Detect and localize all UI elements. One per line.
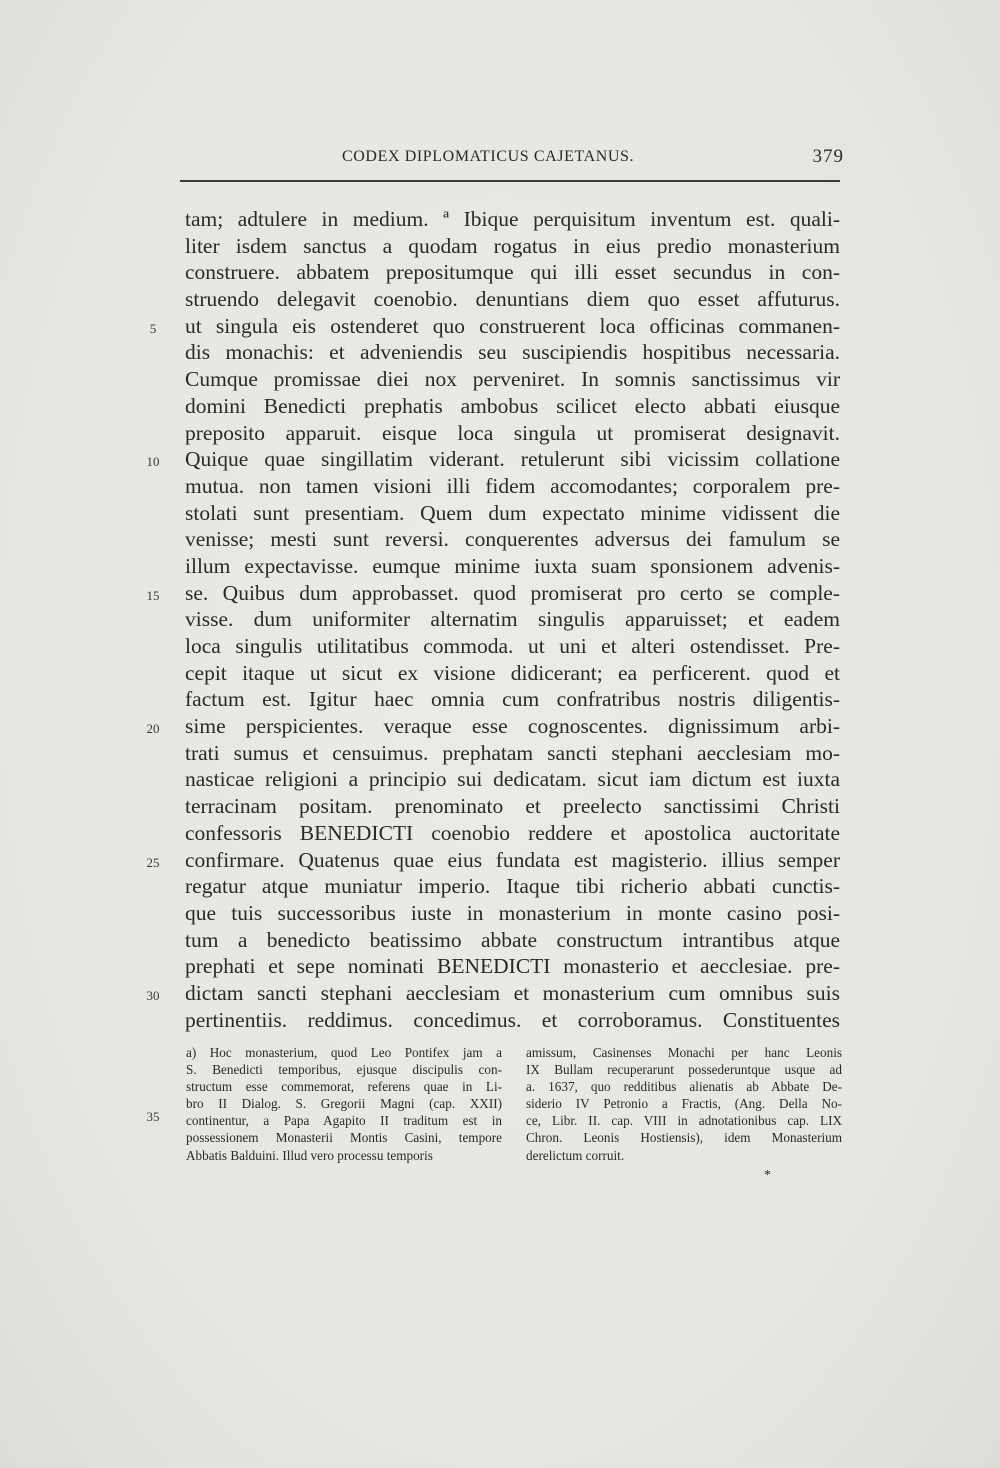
text-line: factum est. Igitur haec omnia cum confratribus nostris diligentis- bbox=[185, 687, 840, 712]
text-line: stolati sunt presentiam. Quem dum expectato minime vidissent die bbox=[185, 500, 840, 525]
footnotes bbox=[186, 1044, 842, 1194]
footnote-line: amissum, Casinenses Monachi per hanc Leonis bbox=[526, 1045, 842, 1060]
text-line: Quique quae singillatim viderant. retulerunt sibi vicissim collatione bbox=[185, 447, 840, 472]
text-line: mutua. non tamen visioni illi fidem accomodantes; corporalem pre- bbox=[185, 473, 840, 498]
footnote-line: derelictum corruit. bbox=[526, 1147, 625, 1163]
footnote-line: ce, Libr. II. cap. VIII in adnotationibus cap. LIX bbox=[526, 1113, 842, 1129]
footnote-line: siderio IV Petronio a Fractis, (Ang. Della No- bbox=[526, 1096, 842, 1112]
text-line: confessoris BENEDICTI coenobio reddere et apostolica auctoritate bbox=[185, 820, 840, 845]
footnote-line: bro II Dialog. S. Gregorii Magni (cap. XXII) bbox=[186, 1096, 502, 1112]
text-line: nasticae religioni a principio sui dedicatam. sicut iam dictum est iuxta bbox=[185, 767, 840, 792]
line-number: 25 bbox=[146, 854, 160, 870]
footnote-line: continentur, a Papa Agapito II traditum est in bbox=[186, 1113, 502, 1129]
line-number: 30 bbox=[146, 988, 160, 1004]
end-mark: * bbox=[764, 1168, 771, 1183]
footnote-column-left bbox=[186, 1044, 502, 1164]
text-line: tam; adtulere in medium. ª Ibique perquisitum inventum est. quali- bbox=[185, 207, 840, 231]
text-line: illum expectavisse. eumque minime iuxta suam sponsionem advenis- bbox=[185, 553, 840, 578]
text-line: que tuis successoribus iuste in monasterium in monte casino posi- bbox=[185, 900, 840, 925]
text-line: confirmare. Quatenus quae eius fundata est magisterio. illius semper bbox=[185, 847, 840, 872]
text-line: terracinam positam. prenominato et preelecto sanctissimi Christi bbox=[185, 794, 840, 819]
text-line: prephati et sepe nominati BENEDICTI monasterio et aecclesiae. pre- bbox=[185, 954, 840, 979]
text-line: se. Quibus dum approbasset. quod promiserat pro certo se comple- bbox=[185, 580, 840, 605]
text-line: cepit itaque ut sicut ex visione didicerant; ea perficerent. quod et bbox=[185, 660, 840, 685]
text-line: sime perspicientes. veraque esse cognoscentes. dignissimum arbi- bbox=[185, 714, 840, 739]
line-number: 5 bbox=[149, 320, 157, 336]
main-text-block bbox=[185, 206, 840, 1033]
footnote-line: IX Bullam recuperarunt possederuntque usque ad bbox=[526, 1062, 842, 1078]
text-line: regatur atque muniatur imperio. Itaque tibi richerio abbati cunctis- bbox=[185, 874, 840, 899]
line-number: 35 bbox=[146, 1109, 160, 1125]
text-line: Cumque promissae diei nox perveniret. In somnis sanctissimus vir bbox=[185, 367, 840, 392]
text-line: struendo delegavit coenobio. denuntians diem quo esset affuturus. bbox=[185, 287, 840, 312]
text-line: trati sumus et censuimus. prephatam sancti stephani aecclesiam mo- bbox=[185, 740, 840, 765]
text-line: visse. dum uniformiter alternatim singulis apparuisset; et eadem bbox=[185, 607, 840, 632]
footnote-line: a. 1637, quo redditibus alienatis ab Abbate De- bbox=[526, 1079, 842, 1095]
line-number: 15 bbox=[146, 587, 160, 603]
footnote-line: structum esse commemorat, referens quae in Li- bbox=[186, 1079, 502, 1095]
text-line: preposito apparuit. eisque loca singula ut promiserat designavit. bbox=[185, 420, 840, 445]
header-rule bbox=[180, 180, 840, 182]
text-line: pertinentiis. reddimus. concedimus. et corroboramus. Constituentes bbox=[185, 1007, 840, 1032]
running-title: CODEX DIPLOMATICUS CAJETANUS. bbox=[342, 148, 635, 165]
footnote-line: a) Hoc monasterium, quod Leo Pontifex jam a bbox=[186, 1045, 502, 1060]
footnote-column-right bbox=[526, 1044, 842, 1164]
footnote-line: S. Benedicti temporibus, ejusque discipulis con- bbox=[186, 1062, 502, 1078]
line-number: 10 bbox=[146, 454, 160, 470]
footnote-line: Chron. Leonis Hostiensis), idem Monasterium bbox=[526, 1130, 842, 1146]
text-line: loca singulis utilitatibus commoda. ut uni et alteri ostendisset. Pre- bbox=[185, 634, 840, 658]
page-number: 379 bbox=[812, 146, 844, 167]
footnote-line: Abbatis Balduini. Illud vero processu temporis bbox=[186, 1147, 433, 1163]
text-line: venisse; mesti sunt reversi. conquerentes adversus dei famulum se bbox=[185, 527, 840, 552]
text-line: ut singula eis ostenderet quo construerent loca officinas commanen- bbox=[185, 313, 840, 338]
text-line: domini Benedicti prephatis ambobus scilicet electo abbati eiusque bbox=[185, 393, 840, 418]
text-line: tum a benedicto beatissimo abbate constructum intrantibus atque bbox=[185, 927, 840, 952]
text-line: liter isdem sanctus a quodam rogatus in eius predio monasterium bbox=[185, 233, 840, 258]
line-number: 20 bbox=[146, 721, 160, 737]
footnote-line: possessionem Monasterii Montis Casini, tempore bbox=[186, 1130, 502, 1146]
text-line: dictam sancti stephani aecclesiam et monasterium cum omnibus suis bbox=[185, 980, 840, 1005]
text-line: construere. abbatem prepositumque qui illi esset secundus in con- bbox=[185, 260, 840, 285]
text-line: dis monachis: et adveniendis seu suscipiendis hospitibus necessaria. bbox=[185, 340, 840, 365]
running-head bbox=[180, 146, 844, 172]
